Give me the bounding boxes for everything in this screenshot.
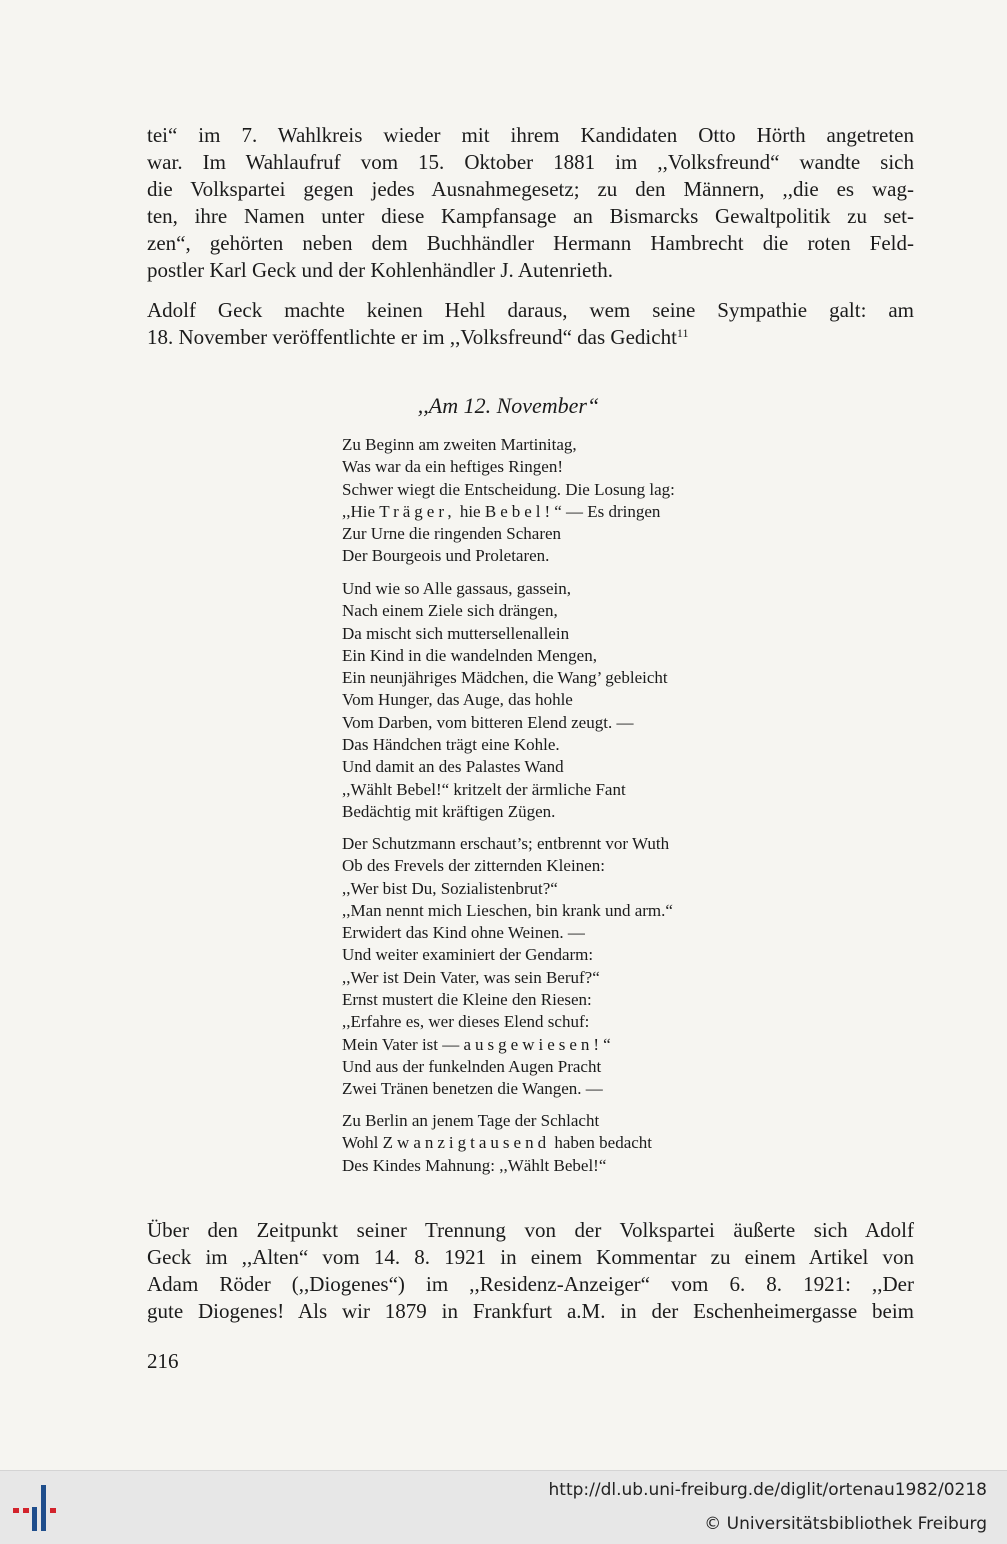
poem-stanza-2 <box>342 578 668 823</box>
poem-line: Und damit an des Palastes Wand <box>342 757 564 777</box>
permalink-url[interactable]: http://dl.ub.uni-freiburg.de/diglit/ortenau1982/0218 <box>548 1480 987 1500</box>
poem-line <box>342 1034 673 1056</box>
viewer-footer <box>0 1470 1007 1544</box>
text-line: Geck im ,,Alten“ vom 14. 8. 1921 in einem Kommentar zu einem Artikel von <box>147 1245 914 1269</box>
text-line: war. Im Wahlaufruf vom 15. Oktober 1881 im ,,Volksfreund“ wandte sich <box>147 150 914 174</box>
poem-line: Der Bourgeois und Proletaren. <box>342 546 550 566</box>
text-line: die Volkspartei gegen jedes Ausnahmegesetz; zu den Männern, ,,die es wag- <box>147 177 914 201</box>
poem-line: Vom Darben, vom bitteren Elend zeugt. — <box>342 712 634 732</box>
poem-line-part: ,,Hie <box>342 501 380 521</box>
poem-line: Ob des Frevels der zitternden Kleinen: <box>342 856 605 876</box>
poem-line: Erwidert das Kind ohne Weinen. — <box>342 923 585 943</box>
poem-line-part: Wohl <box>342 1133 383 1153</box>
poem-line: Was war da ein heftiges Ringen! <box>342 457 563 477</box>
paragraph-2 <box>147 297 914 351</box>
text-line-content: 18. November veröffentlichte er im ,,Volksfreund“ das Gedicht <box>147 325 677 349</box>
poem-line: Ein neunjähriges Mädchen, die Wang’ gebleicht <box>342 668 668 688</box>
text-line: postler Karl Geck und der Kohlenhändler J. Autenrieth. <box>147 258 613 282</box>
poem-line: ,,Wer bist Du, Sozialistenbrut?“ <box>342 878 558 898</box>
poem-line: Vom Hunger, das Auge, das hohle <box>342 690 573 710</box>
poem-stanza-4 <box>342 1110 652 1177</box>
spaced-name-bebel: Bebel! <box>484 501 555 521</box>
page-number: 216 <box>147 1349 179 1373</box>
text-line: Adolf Geck machte keinen Hehl daraus, wem seine Sympathie galt: am <box>147 298 914 322</box>
poem-line <box>342 1132 652 1154</box>
poem-line: Ernst mustert die Kleine den Riesen: <box>342 990 592 1010</box>
text-line <box>147 324 914 351</box>
poem-line: Zwei Tränen benetzen die Wangen. — <box>342 1079 603 1099</box>
poem-line: Zu Berlin an jenem Tage der Schlacht <box>342 1111 600 1130</box>
poem-line: Ein Kind in die wandelnden Mengen, <box>342 645 597 665</box>
poem-line: Zur Urne die ringenden Scharen <box>342 524 562 544</box>
poem-line: ,,Wählt Bebel!“ kritzelt der ärmliche Fant <box>342 779 626 799</box>
poem-line-part: “ <box>603 1034 611 1054</box>
poem-line: Des Kindes Mahnung: ,,Wählt Bebel!“ <box>342 1155 607 1175</box>
poem-line-part: “ — Es dringen <box>554 501 661 521</box>
paragraph-3 <box>147 1217 914 1325</box>
text-line: Über den Zeitpunkt seiner Trennung von der Volkspartei äußerte sich Adolf <box>147 1218 914 1242</box>
poem-line: ,,Wer ist Dein Vater, was sein Beruf?“ <box>342 967 600 987</box>
poem-stanza-3 <box>342 833 673 1101</box>
spaced-name-traeger: Träger, <box>379 501 456 521</box>
poem-line: Da mischt sich muttersellenallein <box>342 623 570 643</box>
text-line: tei“ im 7. Wahlkreis wieder mit ihrem Kandidaten Otto Hörth angetreten <box>147 123 914 147</box>
poem-stanza-1 <box>342 434 675 568</box>
spaced-word-zwanzigtausend: Zwanzigtausend <box>382 1133 551 1153</box>
poem-title <box>0 392 1007 420</box>
poem-line: ,,Man nennt mich Lieschen, bin krank und arm.“ <box>342 900 673 920</box>
poem-line: Nach einem Ziele sich drängen, <box>342 601 558 621</box>
text-line: Adam Röder (,,Diogenes“) im ,,Residenz-Anzeiger“ vom 6. 8. 1921: ,,Der <box>147 1272 914 1296</box>
poem-line-part: Mein Vater ist — <box>342 1034 464 1054</box>
poem-line: Bedächtig mit kräftigen Zügen. <box>342 801 556 821</box>
poem-title-text: ,,Am 12. November“ <box>417 393 600 418</box>
paragraph-1 <box>147 122 914 284</box>
text-line: ten, ihre Namen unter diese Kampfansage an Bismarcks Gewaltpolitik zu set- <box>147 204 914 228</box>
copyright-notice: © Universitätsbibliothek Freiburg <box>704 1514 987 1534</box>
poem-line-part: haben bedacht <box>550 1133 653 1153</box>
poem-line: Zu Beginn am zweiten Martinitag, <box>342 435 577 454</box>
poem-line: Der Schutzmann erschaut’s; entbrennt vor Wuth <box>342 834 670 853</box>
poem-line: Und wie so Alle gassaus, gassein, <box>342 579 572 598</box>
poem-line: Schwer wiegt die Entscheidung. Die Losung lag: <box>342 479 675 499</box>
poem-line <box>342 501 675 523</box>
poem-line-part: hie <box>455 501 485 521</box>
poem-line: Und weiter examiniert der Gendarm: <box>342 945 594 965</box>
footnote-reference: 11 <box>676 326 689 340</box>
poem-line: Und aus der funkelnden Augen Pracht <box>342 1056 602 1076</box>
ub-freiburg-logo-icon <box>10 1483 66 1533</box>
poem-line: ,,Erfahre es, wer dieses Elend schuf: <box>342 1012 590 1032</box>
poem-line: Das Händchen trägt eine Kohle. <box>342 735 560 755</box>
spaced-word-ausgewiesen: ausgewiesen! <box>463 1034 604 1054</box>
text-line: gute Diogenes! Als wir 1879 in Frankfurt a.M. in der Eschenheimergasse beim <box>147 1299 914 1323</box>
text-line: zen“, gehörten neben dem Buchhändler Hermann Hambrecht die roten Feld- <box>147 231 914 255</box>
